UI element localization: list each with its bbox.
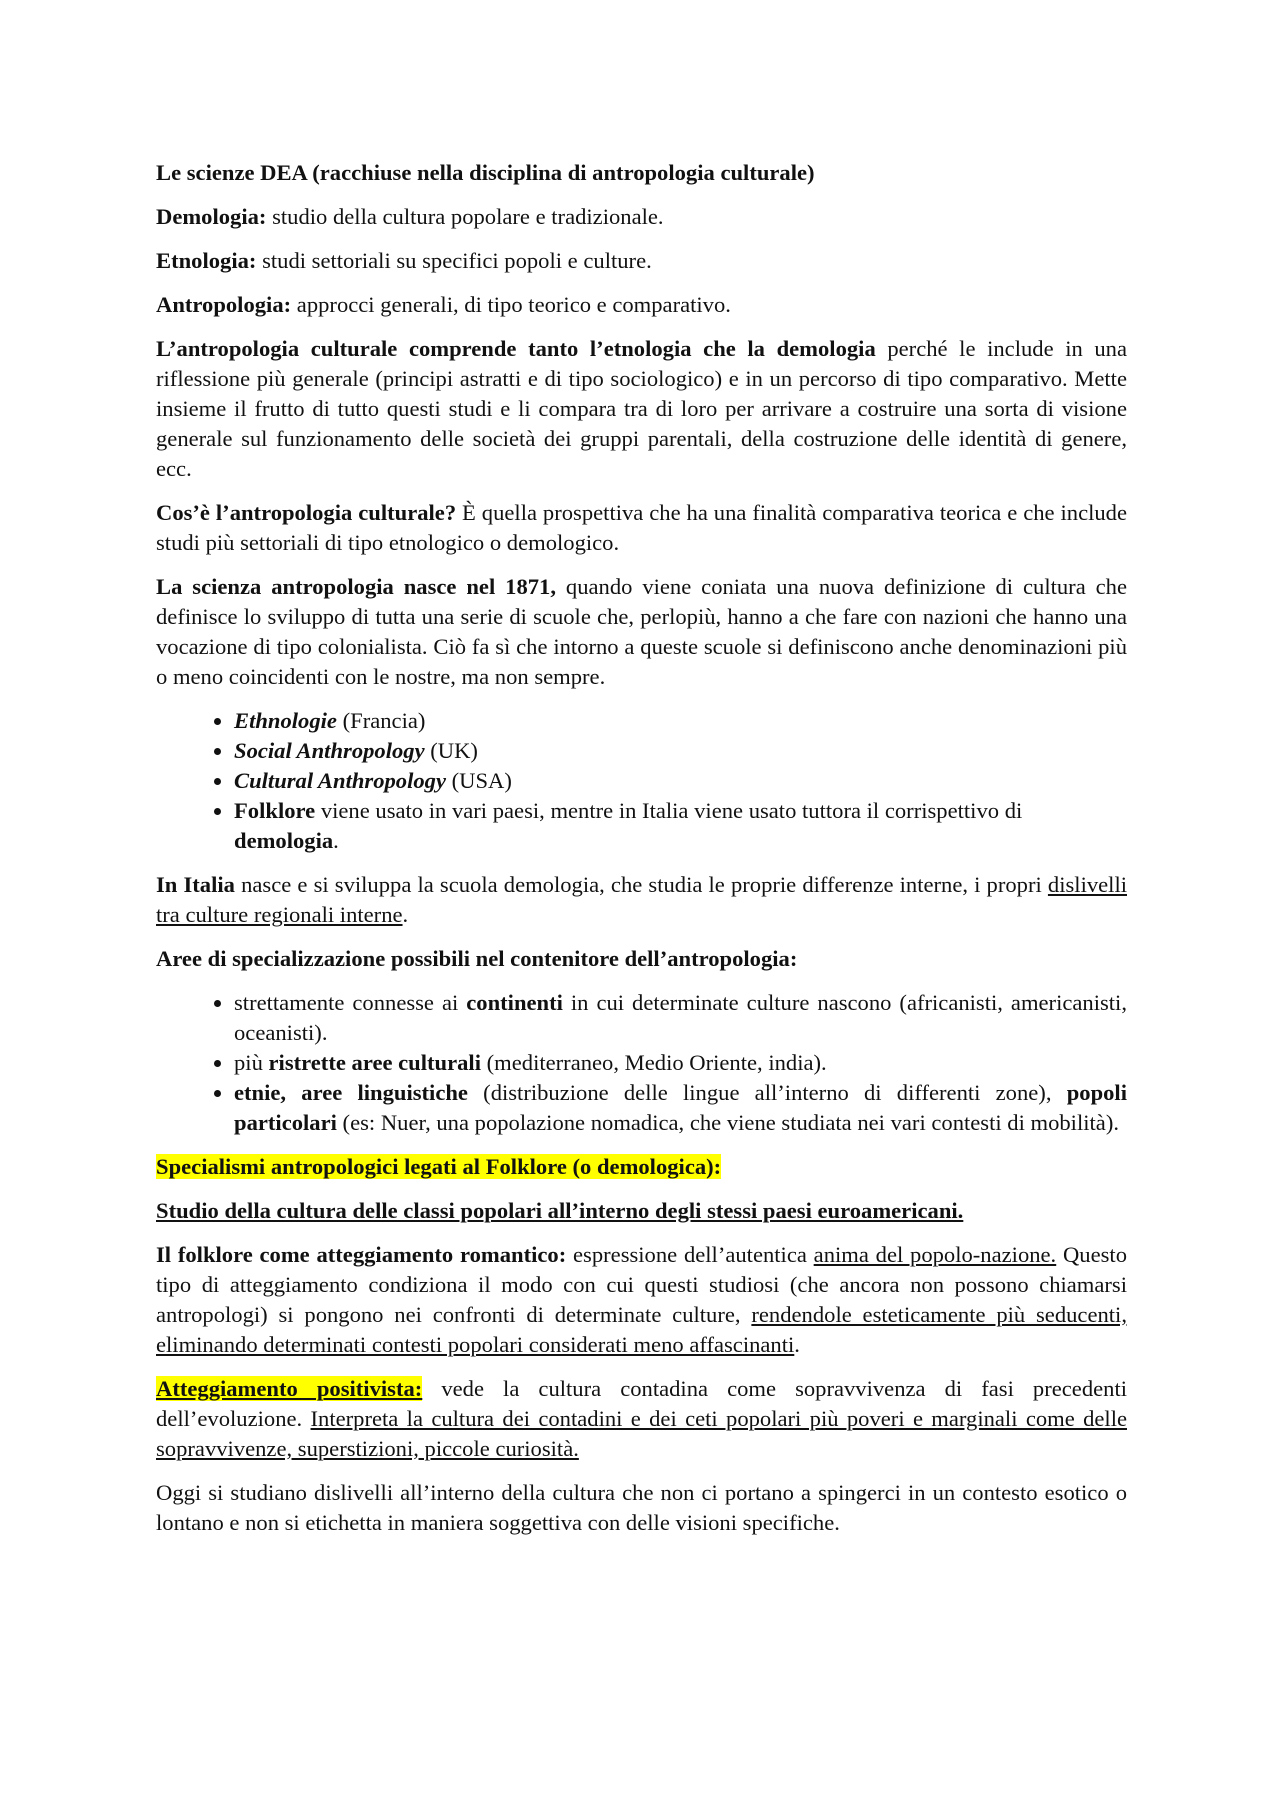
item-bold-2: popoli particolari [234,1080,1127,1135]
folklore-end: . [333,828,339,853]
list-item [234,766,1127,796]
definition-text: studi settoriali su specifici popoli e culture. [256,248,652,273]
list-item [234,796,1127,856]
item-text: (mediterraneo, Medio Oriente, india). [481,1050,827,1075]
paragraph-body: nasce e si sviluppa la scuola demologia, che studia le proprie differenze interne, i propri [234,872,1048,897]
paragraph-end: . [402,902,409,927]
paragraph-positivista [156,1374,1127,1464]
underlined-text: anima del popolo-nazione. [813,1242,1057,1267]
paragraph-italia [156,870,1127,930]
paragraph-oggi [156,1478,1127,1538]
paragraph-lead: In Italia [156,872,235,897]
highlighted-lead: Atteggiamento positivista: [156,1376,423,1401]
title-text: Le scienze DEA (racchiuse nella disciplina di antropologia culturale) [156,160,815,185]
definition-term: Etnologia: [156,248,257,273]
paragraph-body: quando viene coniata una nuova definizione di cultura che definisce lo sviluppo di tutta una serie di scuole che, perlopiù, hanno a che fare con nazioni che hanno una vocazione di tipo colonialista. Ciò fa sì che intorno a queste scuole si definiscono anche denominazioni più o meno coincidenti con le nostre, ma non sempre. [156,574,1127,689]
item-text-2: (es: Nuer, una popolazione nomadica, che viene studiata nei vari contesti di mobilità). [336,1110,1119,1135]
school-name: Ethnologie [234,708,337,733]
list-item [234,1048,1127,1078]
heading-text: Aree di specializzazione possibili nel contenitore dell’antropologia: [156,946,798,971]
folklore-term: Folklore [234,798,316,823]
definition-etnologia [156,246,1127,276]
school-name: Cultural Anthropology [234,768,446,793]
paragraph-body-2: Questo tipo di atteggiamento condiziona il modo con cui questi studiosi (che ancora non possono chiamarsi antropologi) si pongono nei confronti di determinate culture, [156,1242,1127,1327]
item-bold: continenti [466,990,563,1015]
school-country: (USA) [446,768,512,793]
list-item [234,706,1127,736]
underlined-text: dislivelli tra culture regionali interne [156,872,1127,927]
demologia-term: demologia [234,828,334,853]
paragraph-nasce [156,572,1127,692]
aree-list [156,988,1127,1138]
paragraph-lead: L’antropologia culturale comprende tanto l’etnologia che la demologia [156,336,876,361]
paragraph-body: espressione dell’autentica [566,1242,814,1267]
paragraph-comprende [156,334,1127,484]
school-country: (UK) [424,738,478,763]
paragraph-lead: La scienza antropologia nasce nel 1871, [156,574,556,599]
definition-text: approcci generali, di tipo teorico e comparativo. [291,292,731,317]
list-item [234,736,1127,766]
paragraph-end: . [794,1332,800,1357]
underlined-heading: Studio della cultura delle classi popolari all’interno degli stessi paesi euroamericani. [156,1198,964,1223]
school-country: (Francia) [336,708,426,733]
item-bold: ristrette aree culturali [268,1050,481,1075]
paragraph-lead: Cos’è l’antropologia culturale? [156,500,457,525]
paragraph-body: Oggi si studiano dislivelli all’interno della cultura che non ci portano a spingerci in un contesto esotico o lontano e non si etichetta in maniera soggettiva con delle visioni specifiche. [156,1480,1127,1535]
definition-term: Demologia: [156,204,267,229]
highlighted-heading: Specialismi antropologici legati al Folklore (o demologica): [156,1154,722,1179]
paragraph-body: È quella prospettiva che ha una finalità comparativa teorica e che include studi più settoriali di tipo etnologico o demologico. [156,500,1127,555]
definition-term: Antropologia: [156,292,292,317]
list-item [234,1078,1127,1138]
underlined-text: Interpreta la cultura dei contadini e dei ceti popolari più poveri e marginali come delle sopravvivenze, superstizioni, piccole curiosità. [156,1406,1127,1461]
item-text: (distribuzione delle lingue all’interno di differenti zone), [467,1080,1067,1105]
folklore-text: viene usato in vari paesi, mentre in Italia viene usato tuttora il corrispettivo di [315,798,1023,823]
paragraph-lead: Il folklore come atteggiamento romantico: [156,1242,567,1267]
item-text: in cui determinate culture nascono (africanisti, americanisti, oceanisti). [234,990,1127,1045]
list-item [234,988,1127,1048]
item-pre: più [234,1050,269,1075]
definition-demologia [156,202,1127,232]
item-pre: strettamente connesse ai [234,990,467,1015]
definition-antropologia [156,290,1127,320]
school-name: Social Anthropology [234,738,425,763]
definition-text: studio della cultura popolare e tradizionale. [266,204,664,229]
schools-list [156,706,1127,856]
aree-heading [156,944,1127,974]
specialismi-heading [156,1152,1127,1182]
document-title [156,158,1127,188]
paragraph-romantico [156,1240,1127,1360]
paragraph-body: vede la cultura contadina come sopravvivenza di fasi precedenti dell’evoluzione. [156,1376,1127,1431]
paragraph-body: perché le include in una riflessione più generale (principi astratti e di tipo sociologico) e in un percorso di tipo comparativo. Mette insieme il frutto di tutto questi studi e li compara tra di loro per arrivare a costruire una sorta di visione generale sul funzionamento delle società dei gruppi parentali, della costruzione delle identità di genere, ecc. [156,336,1128,481]
studio-heading [156,1196,1127,1226]
item-bold: etnie, aree linguistiche [234,1080,468,1105]
paragraph-cose [156,498,1127,558]
underlined-text-2: rendendole esteticamente più seducenti, eliminando determinati contesti popolari considerati meno affascinanti [156,1302,1127,1357]
